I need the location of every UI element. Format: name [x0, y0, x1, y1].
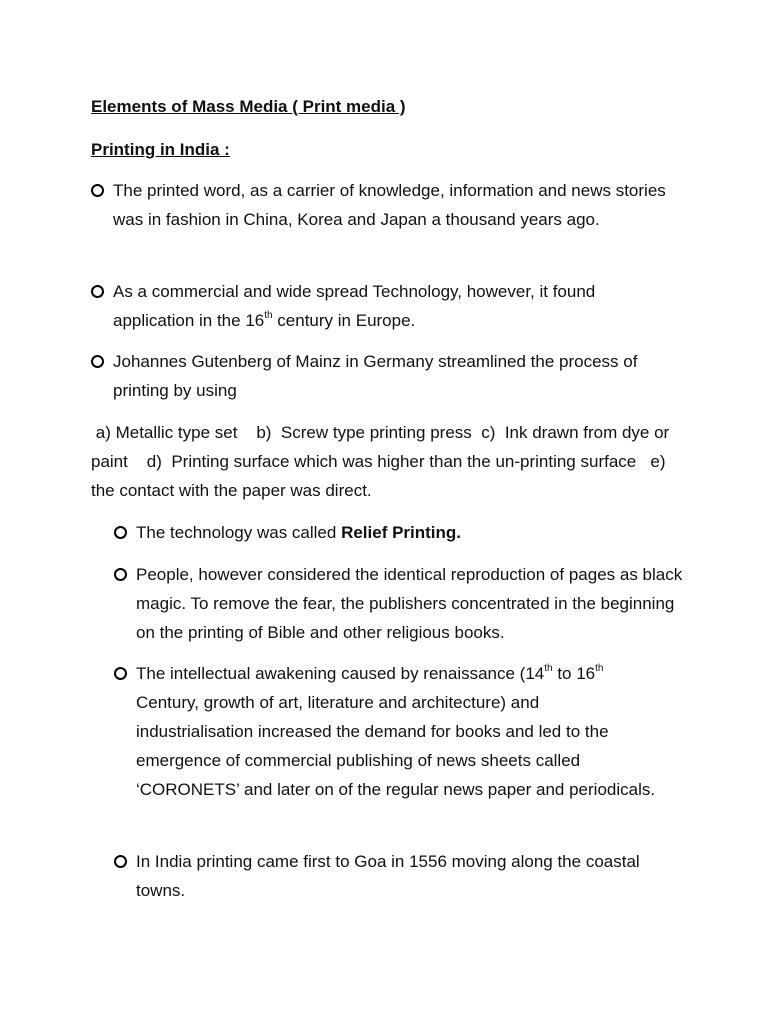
bullet-item [113, 277, 673, 335]
bullet-text: In India printing came first to Goa in 1556 moving along the coastal towns. [136, 852, 640, 900]
bullet-text: People, however considered the identical reproduction of pages as black magic. To remove the fear, the publishers concentrated in the beginning on the printing of Bible and other religious books. [136, 565, 683, 642]
hollow-circle-bullet-icon [114, 667, 127, 680]
bullet-item [136, 518, 696, 547]
bullet-text: The intellectual awakening caused by renaissance (14th to 16th Century, growth of art, literature and architecture) and industrialisation increased the demand for books and led to the emergence of commercial publishing of news sheets called ‘CORONETS’ and later on of the regular news paper and periodicals. [136, 663, 656, 799]
bullet-item [136, 560, 686, 647]
hollow-circle-bullet-icon [91, 355, 104, 368]
document-title: Elements of Mass Media ( Print media ) [91, 97, 406, 116]
bullet-text: The printed word, as a carrier of knowledge, information and news stories was in fashion in China, Korea and Japan a thousand years ago. [113, 181, 666, 229]
bullet-item [113, 347, 673, 405]
bullet-item [136, 659, 661, 804]
bullet-item [136, 847, 661, 905]
section-heading: Printing in India : [91, 140, 230, 159]
bullet-text: The technology was called Relief Printing. [136, 523, 462, 542]
lettered-list-paragraph: a) Metallic type set b) Screw type printing press c) Ink drawn from dye or paint d) Printing surface which was higher than the un-printing surface e) the contact with the paper was direct. [91, 423, 675, 500]
hollow-circle-bullet-icon [91, 285, 104, 298]
hollow-circle-bullet-icon [114, 855, 127, 868]
hollow-circle-bullet-icon [91, 184, 104, 197]
bullet-text: As a commercial and wide spread Technology, however, it found application in the 16th century in Europe. [113, 282, 596, 330]
hollow-circle-bullet-icon [114, 526, 127, 539]
bullet-item [113, 176, 673, 234]
hollow-circle-bullet-icon [114, 568, 127, 581]
bullet-text: Johannes Gutenberg of Mainz in Germany streamlined the process of printing by using [113, 352, 638, 400]
